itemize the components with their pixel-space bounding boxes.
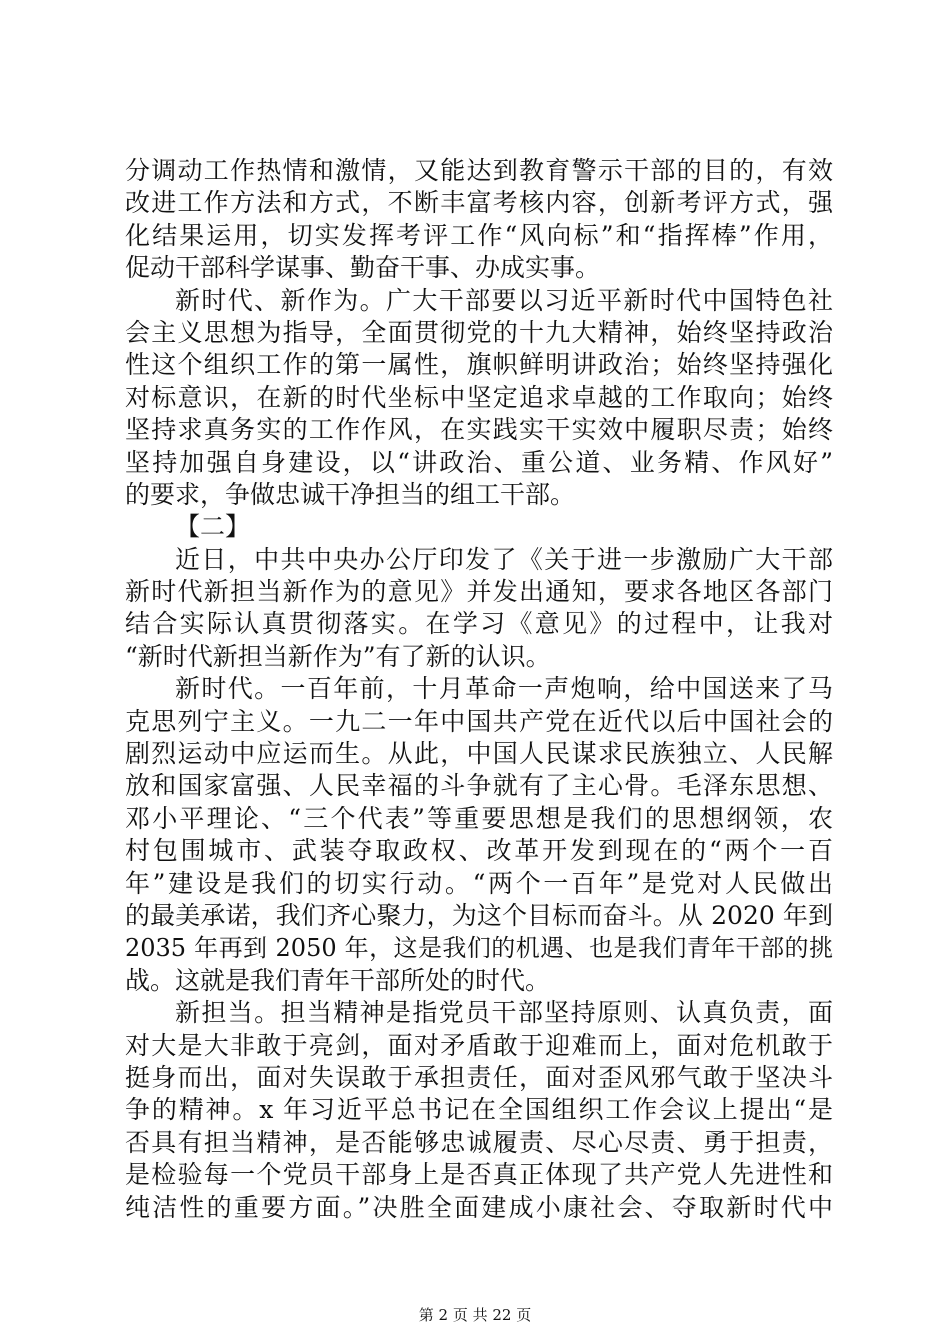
text-line: 放和国家富强、人民幸福的斗争就有了主心骨。毛泽东思想、 (125, 771, 833, 801)
text-line: 否具有担当精神，是否能够忠诚履责、尽心尽责、勇于担责， (125, 1127, 833, 1157)
text-line: 结合实际认真贯彻落实。在学习《意见》的过程中，让我对 (125, 609, 833, 639)
text-line: 剧烈运动中应运而生。从此，中国人民谋求民族独立、人民解 (125, 739, 833, 769)
text-line: “新时代新担当新作为”有了新的认识。 (125, 641, 551, 671)
text-line: 纯洁性的重要方面。”决胜全面建成小康社会、夺取新时代中 (125, 1192, 833, 1222)
text-line: 近日，中共中央办公厅印发了《关于进一步激励广大干部 (175, 544, 833, 574)
text-line: 是检验每一个党员干部身上是否真正体现了共产党人先进性和 (125, 1160, 833, 1190)
text-line: 分调动工作热情和激情，又能达到教育警示干部的目的，有效 (125, 156, 833, 185)
text-line: 促动干部科学谋事、勤奋干事、办成实事。 (125, 253, 601, 283)
text-line: 新时代新担当新作为的意见》并发出通知，要求各地区各部门 (125, 577, 833, 607)
text-line: 村包围城市、武装夺取政权、改革开发到现在的“两个一百 (125, 836, 833, 866)
text-line: 性这个组织工作的第一属性，旗帜鲜明讲政治；始终坚持强化 (125, 350, 833, 380)
page-footer: 第 2 页 共 22 页 (418, 1306, 532, 1324)
text-line: 克思列宁主义。一九二一年中国共产党在近代以后中国社会的 (125, 706, 833, 736)
text-line: 争的精神。x 年习近平总书记在全国组织工作会议上提出“是 (125, 1095, 833, 1125)
text-line: 对标意识，在新的时代坐标中坚定追求卓越的工作取向；始终 (125, 382, 833, 412)
text-line: 【二】 (175, 512, 251, 542)
text-line: 2035 年再到 2050 年，这是我们的机遇、也是我们青年干部的挑 (125, 934, 833, 963)
text-line: 改进工作方法和方式，不断丰富考核内容，创新考评方式，强 (125, 188, 833, 218)
text-line: 的最美承诺，我们齐心聚力，为这个目标而奋斗。从 2020 年到 (125, 900, 833, 930)
text-line: 新担当。担当精神是指党员干部坚持原则、认真负责，面 (175, 998, 833, 1028)
text-line: 化结果运用，切实发挥考评工作“风向标”和“指挥棒”作用， (125, 220, 833, 250)
text-line: 会主义思想为指导，全面贯彻党的十九大精神，始终坚持政治 (125, 317, 833, 347)
text-line: 挺身而出，面对失误敢于承担责任，面对歪风邪气敢于坚决斗 (125, 1062, 833, 1092)
text-line: 新时代。一百年前，十月革命一声炮响，给中国送来了马 (175, 674, 833, 704)
text-line: 对大是大非敢于亮剑，面对矛盾敢于迎难而上，面对危机敢于 (125, 1030, 833, 1060)
text-line: 新时代、新作为。广大干部要以习近平新时代中国特色社 (175, 285, 833, 315)
text-line: 坚持求真务实的工作作风，在实践实干实效中履职尽责；始终 (125, 415, 833, 445)
document-body (125, 155, 833, 1224)
text-line: 的要求，争做忠诚干净担当的组工干部。 (125, 479, 576, 509)
text-line: 邓小平理论、“三个代表”等重要思想是我们的思想纲领，农 (125, 803, 833, 833)
text-line: 年”建设是我们的切实行动。“两个一百年”是党对人民做出 (125, 868, 833, 898)
text-line: 战。这就是我们青年干部所处的时代。 (125, 965, 551, 995)
text-line: 坚持加强自身建设，以“讲政治、重公道、业务精、作风好” (125, 447, 833, 477)
